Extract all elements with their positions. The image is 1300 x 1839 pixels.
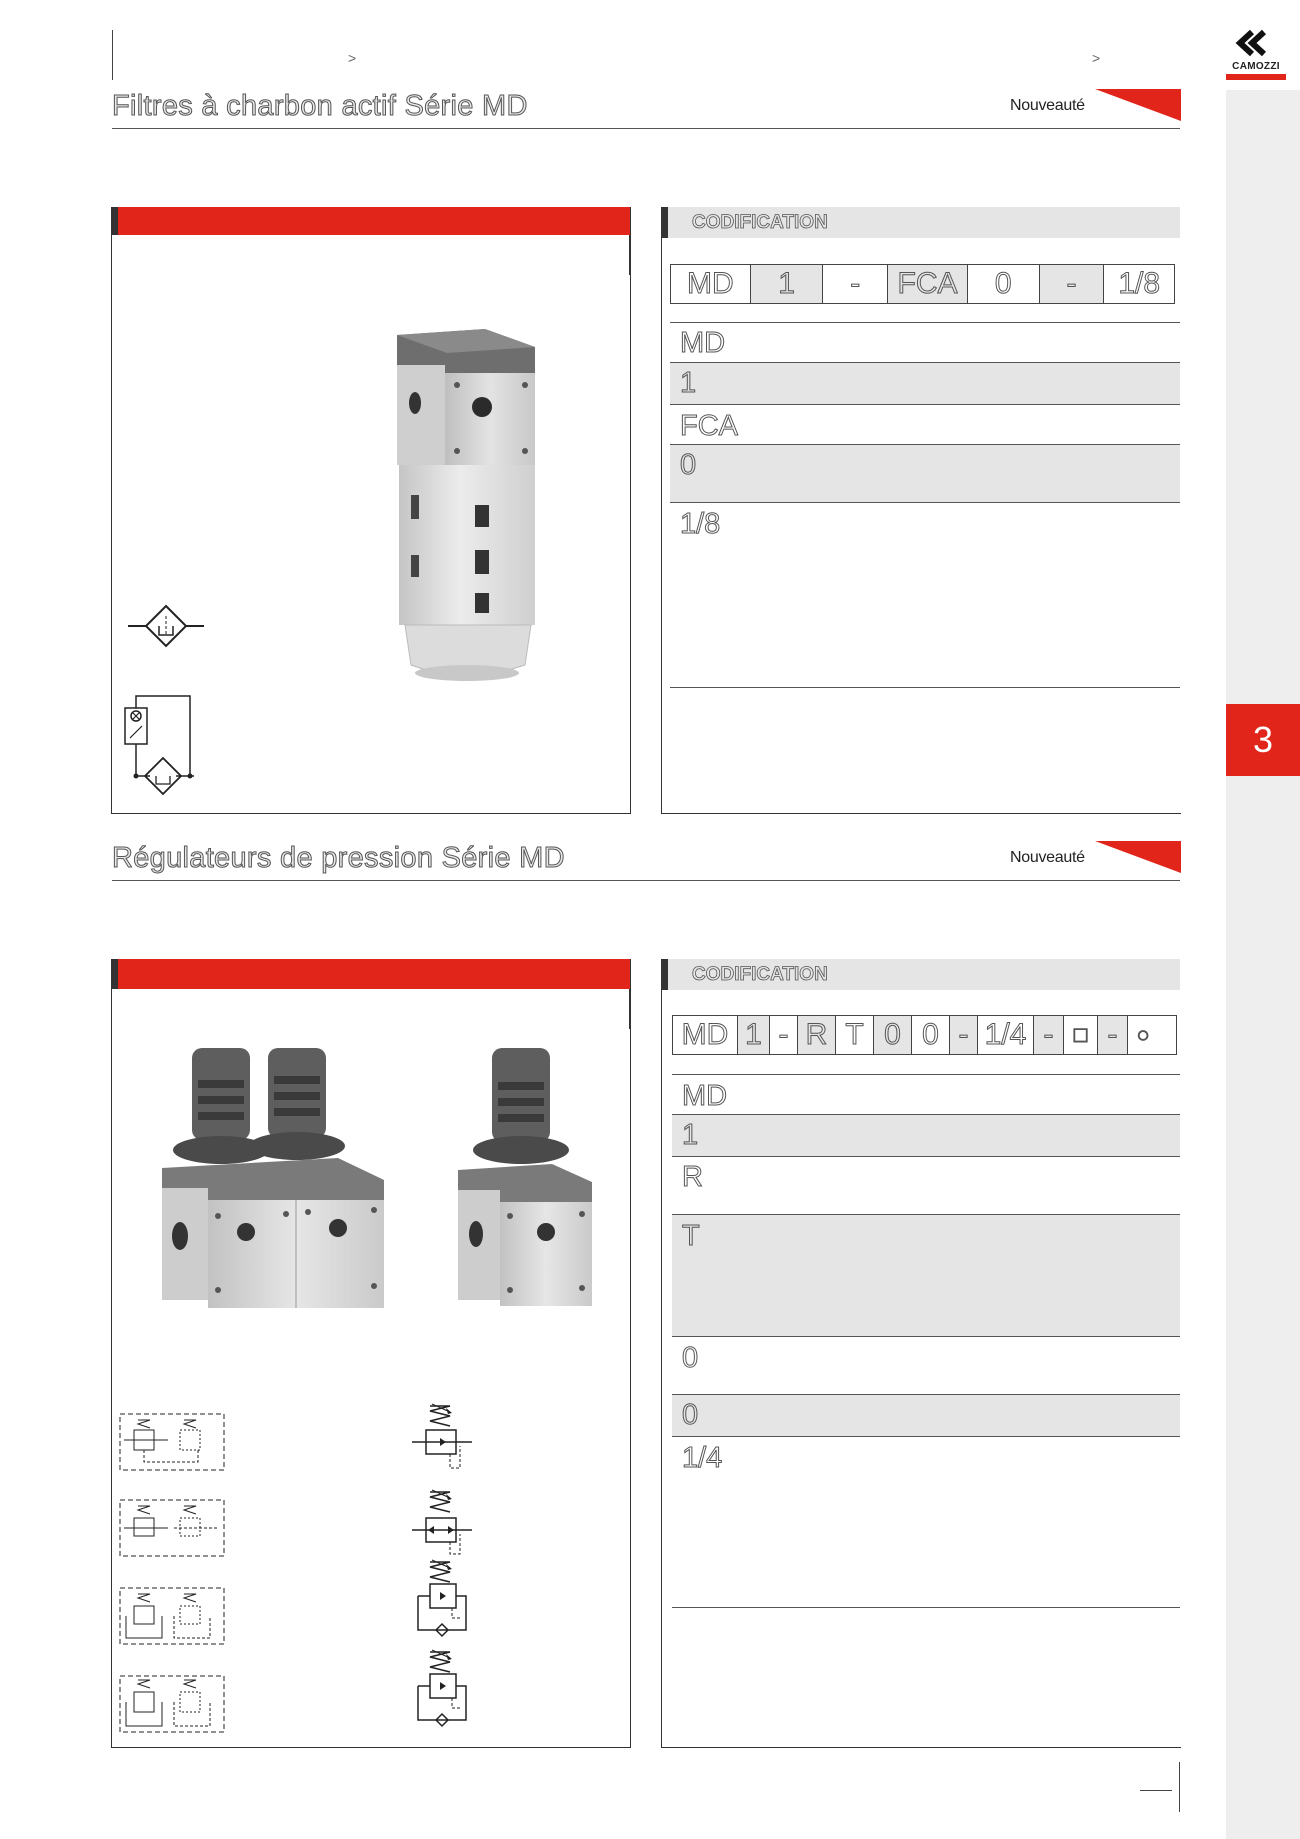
panel-header-bar [118,207,630,235]
code-row-t: T [672,1214,1180,1336]
pressure-regulator-relief-symbol-icon [410,1648,474,1734]
regulator-modular-symbol-icon [118,1674,226,1734]
code-cell-port: 1/8 [1118,267,1161,300]
regulator-modular-symbol-icon [118,1586,226,1646]
footer-rule [1140,1790,1172,1791]
breadcrumb-right: > [1092,50,1101,66]
code-cell-series: MD [671,265,751,303]
code-cell-version: T [836,1016,874,1054]
code-cell-type: FCA [888,265,968,303]
code-row-port: 1/8 [670,502,1180,688]
pressure-regulator-symbol-icon [410,1488,474,1560]
code-row-zero: 0 [670,444,1180,502]
code-row-zero: 0 [672,1394,1180,1436]
breadcrumb-left: > [348,50,357,66]
pressure-regulator-relief-symbol-icon [410,1558,474,1644]
camozzi-logo [1226,28,1286,76]
code-row-md: MD [670,322,1180,362]
footer-vertical-rule [1179,1762,1180,1812]
filter-symbol-icon [128,602,204,650]
code-cell-sep: - [1040,265,1105,303]
title-rule [112,880,1180,881]
filter-product-image [385,325,545,690]
codification-header: CODIFICATION [668,207,1180,238]
section-title-regulators: Régulateurs de pression Série MD [112,842,565,874]
codification-code-row [670,264,1175,304]
code-row-size: 1 [672,1114,1180,1156]
title-rule [112,128,1180,129]
regulator-modular-symbol-icon [118,1412,226,1472]
code-row-port: 1/4 [672,1436,1180,1608]
code-cell-option: 0 [874,1016,912,1054]
code-cell-size: 1 [738,1016,770,1054]
filter-indicator-symbol-icon [118,692,208,798]
code-cell-sep: - [770,1016,798,1054]
code-row-zero: 0 [672,1336,1180,1394]
code-cell-sep: - [950,1016,978,1054]
regulator-modular-symbol-icon [118,1498,226,1558]
code-cell-option: 0 [912,1016,950,1054]
code-row-size: 1 [670,362,1180,404]
logo-text: CAMOZZI [1232,61,1280,72]
code-row-md: MD [672,1074,1180,1114]
code-cell-circle: ○ [1136,1022,1150,1047]
badge-red-flag-icon [1095,89,1181,121]
code-row-r: R [672,1156,1180,1214]
pressure-regulator-symbol-icon [410,1402,474,1474]
code-cell-sep: - [1098,1016,1128,1054]
badge-new: Nouveauté [1010,97,1085,114]
header-vertical-rule [112,30,113,80]
right-sidebar [1226,90,1300,1839]
code-cell-square: □ [1064,1016,1098,1054]
code-row-fca: FCA [670,404,1180,444]
code-cell-sep: - [823,265,888,303]
section-title-filters: Filtres à charbon actif Série MD [112,90,528,122]
regulator-pair-image [158,1040,398,1320]
code-cell-type: R [798,1016,836,1054]
codification-header: CODIFICATION [668,959,1180,990]
code-cell-port: 1/4 [978,1016,1034,1054]
chapter-tab[interactable]: 3 [1226,704,1300,776]
code-cell-option: 0 [968,265,1040,303]
code-cell-sep: - [1034,1016,1064,1054]
panel-header-bar [118,959,630,989]
camozzi-logo-icon [1226,28,1286,58]
regulator-single-image [452,1046,602,1314]
code-cell-size: 1 [751,265,824,303]
badge-red-flag-icon [1095,841,1181,873]
code-cell-series: MD [673,1016,738,1054]
codification-code-row [672,1015,1177,1055]
badge-new: Nouveauté [1010,849,1085,866]
